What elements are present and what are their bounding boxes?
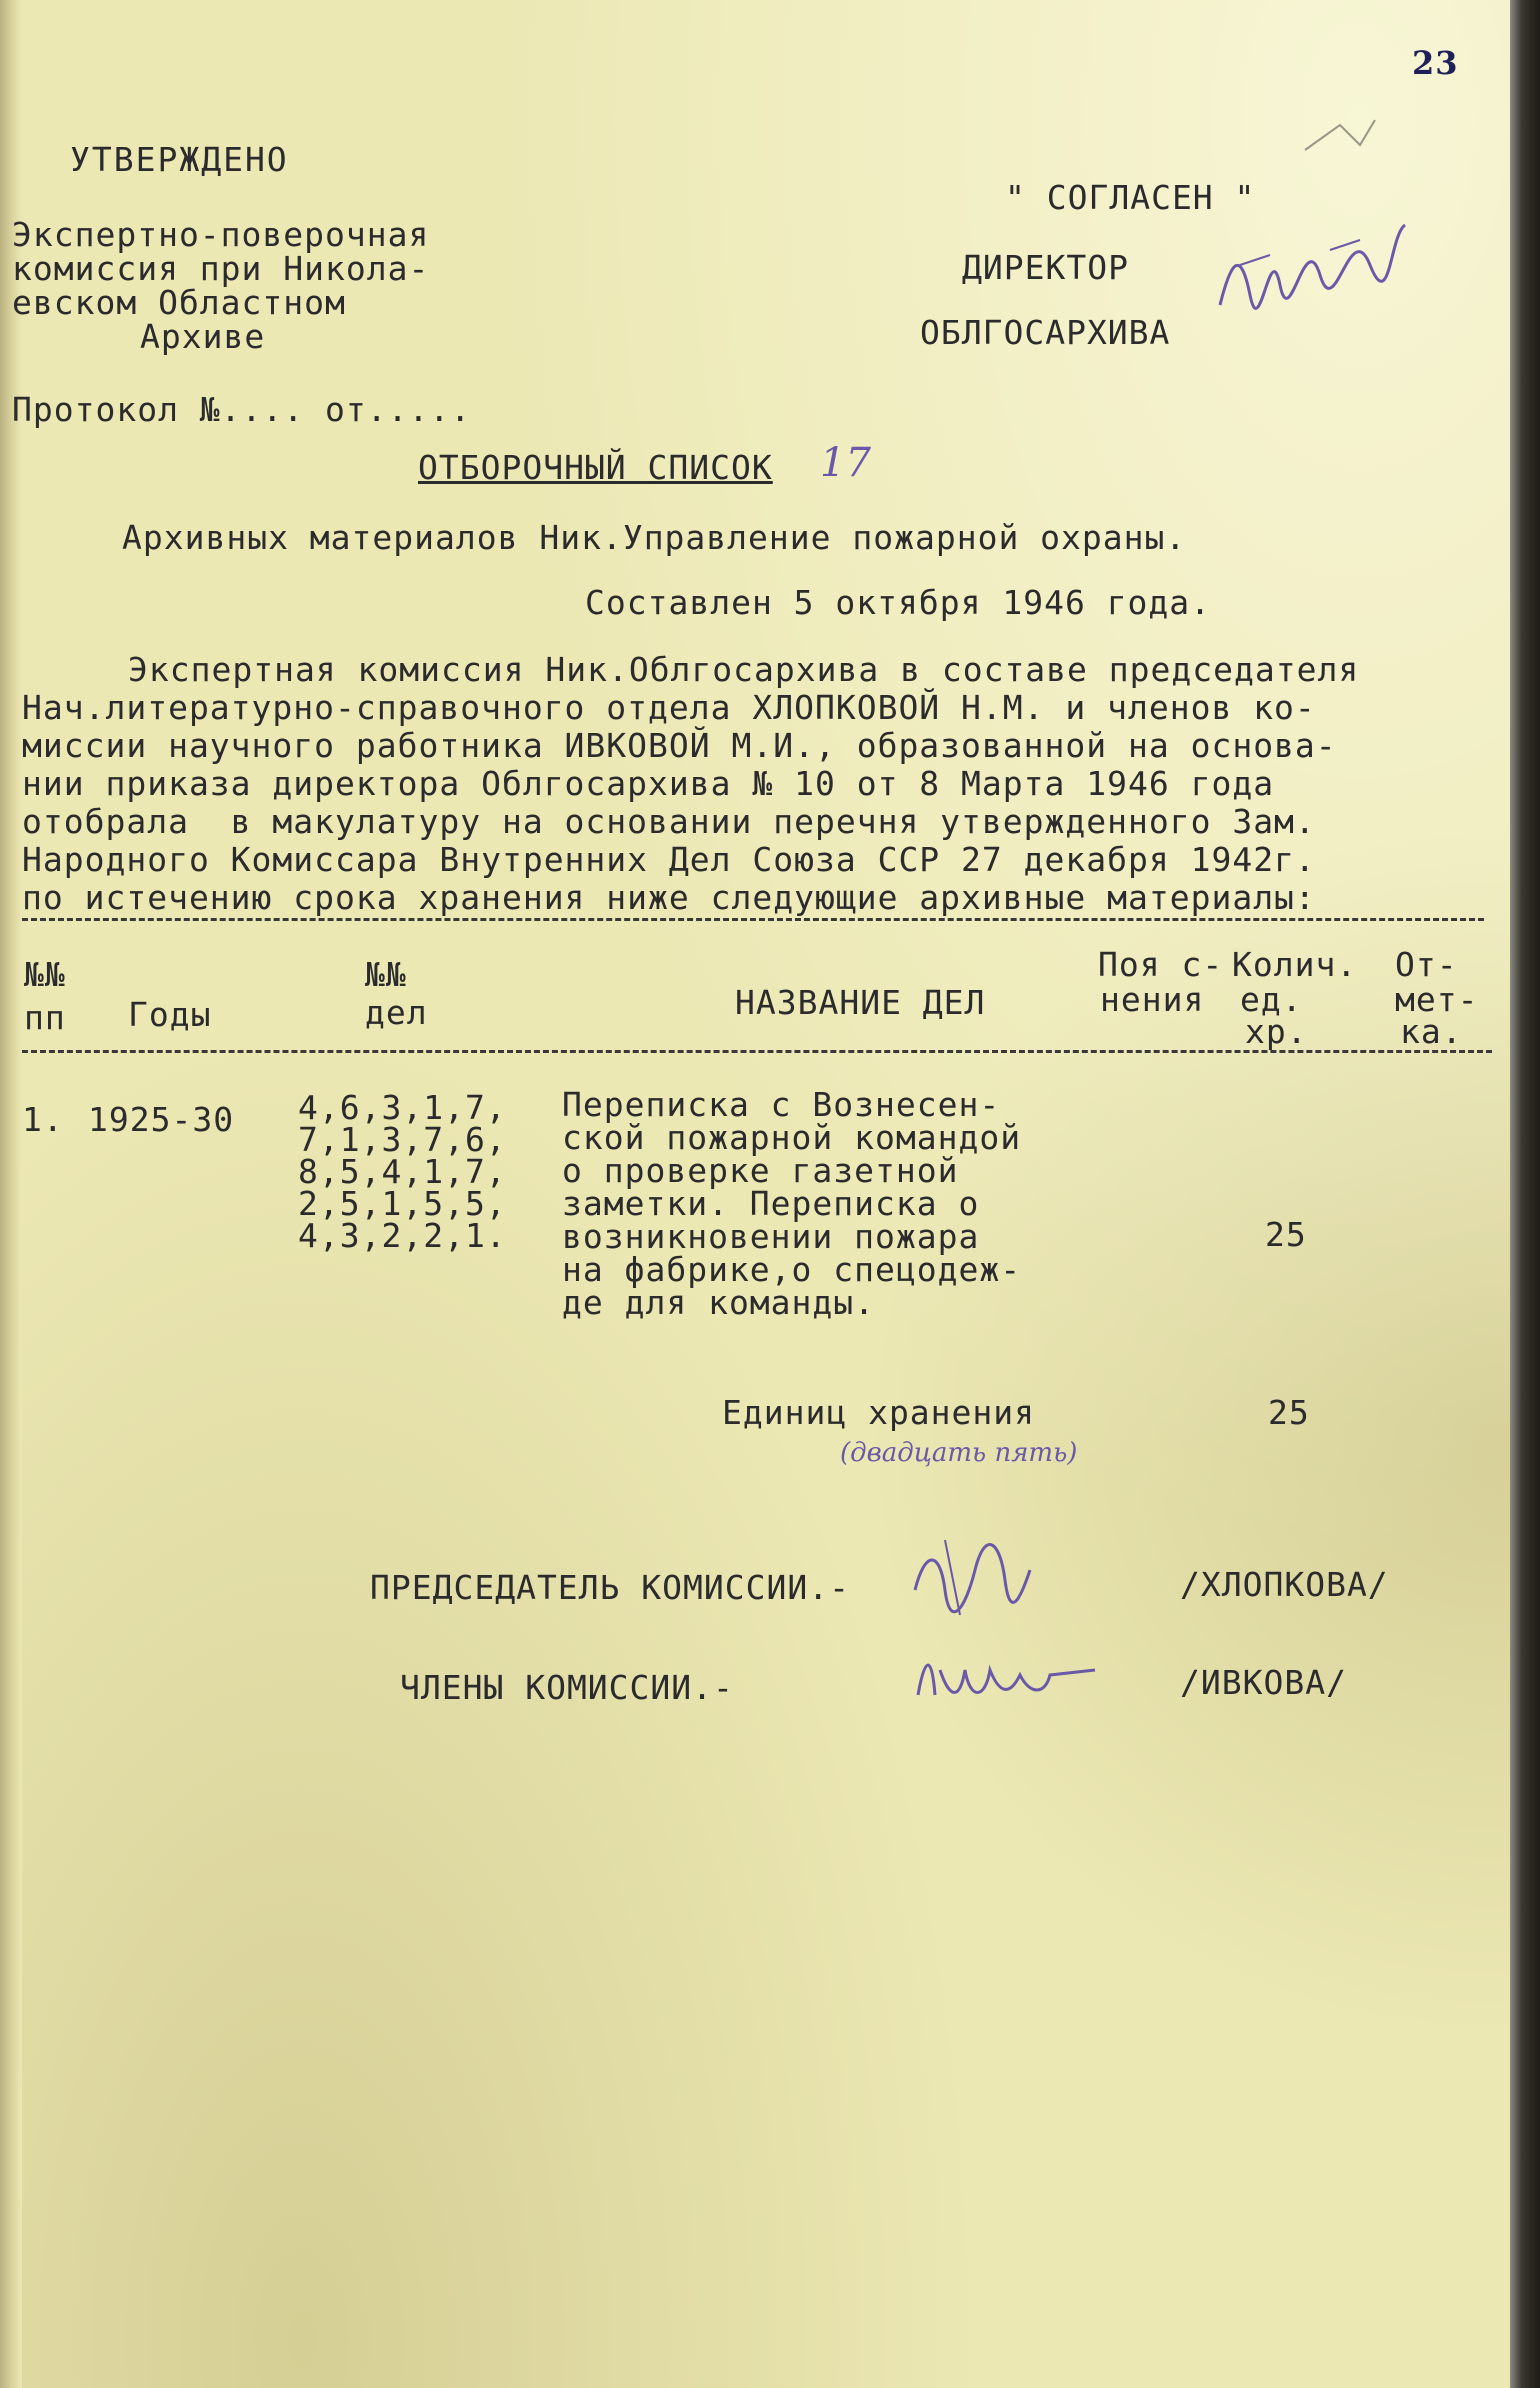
table-header-rule xyxy=(22,1050,1492,1053)
compiled-date: Составлен 5 октября 1946 года. xyxy=(585,583,1212,622)
intro-line: нии приказа директора Облгосархива № 10 от 8 Марта 1946 года xyxy=(22,764,1275,803)
agreed-title: " СОГЛАСЕН " xyxy=(1005,178,1256,217)
row-case-name: де для команды. xyxy=(562,1283,876,1322)
table-top-rule xyxy=(22,918,1484,921)
row-case-numbers: 4,3,2,2,1. xyxy=(298,1216,507,1255)
row-case-numbers: 8,5,4,1,7, xyxy=(298,1152,507,1191)
header-case-name: НАЗВАНИЕ ДЕЛ xyxy=(735,983,986,1022)
members-name: /ИВКОВА/ xyxy=(1180,1663,1347,1702)
header-notes: нения xyxy=(1100,980,1205,1019)
members-signature xyxy=(910,1645,1100,1715)
row-case-name: заметки. Переписка о xyxy=(562,1184,980,1223)
page-edge-shadow xyxy=(1510,0,1540,2388)
total-value: 25 xyxy=(1268,1393,1310,1432)
approved-title: УТВЕРЖДЕНО xyxy=(70,140,289,179)
intro-line: Народного Комиссара Внутренних Дел Союза ССР 27 декабря 1942г. xyxy=(22,840,1316,879)
header-pp: пп xyxy=(24,998,66,1037)
header-quantity: хр. xyxy=(1245,1012,1308,1051)
header-years: Годы xyxy=(128,995,212,1034)
header-mark: ка. xyxy=(1400,1012,1463,1051)
agreed-archive: ОБЛГОСАРХИВА xyxy=(920,313,1171,352)
row-case-name: Переписка с Вознесен- xyxy=(562,1085,1001,1124)
header-quantity: Колич. xyxy=(1232,945,1358,984)
intro-line: Нач.литературно-справочного отдела ХЛОПКОВОЙ Н.М. и членов ко- xyxy=(22,688,1316,727)
members-label: ЧЛЕНЫ КОМИССИИ.- xyxy=(400,1668,734,1707)
handwritten-total: (двадцать пять) xyxy=(840,1438,1078,1468)
approved-line: Архиве xyxy=(140,317,266,356)
row-case-name: о проверке газетной xyxy=(562,1151,959,1190)
row-case-numbers: 2,5,1,5,5, xyxy=(298,1184,507,1223)
agreed-director: ДИРЕКТОР xyxy=(962,248,1129,287)
row-case-name: возникновении пожара xyxy=(562,1217,980,1256)
header-cases: дел xyxy=(365,993,428,1032)
intro-line: миссии научного работника ИВКОВОЙ М.И., образованной на основа- xyxy=(22,726,1337,765)
protocol-line: Протокол №.... от..... xyxy=(12,390,472,429)
approved-line: Экспертно-поверочная xyxy=(12,215,430,254)
header-mark: От- xyxy=(1395,945,1458,984)
director-signature xyxy=(1210,205,1410,335)
header-mark: мет- xyxy=(1395,980,1479,1019)
total-label: Единиц хранения xyxy=(722,1393,1036,1432)
intro-line: по истечению срока хранения ниже следующие архивные материалы: xyxy=(22,878,1316,917)
row-years: 1925-30 xyxy=(88,1100,235,1139)
approved-line: комиссия при Никола- xyxy=(12,249,430,288)
row-case-numbers: 4,6,3,1,7, xyxy=(298,1088,507,1127)
page-number: 23 xyxy=(1412,44,1459,82)
binding-fold xyxy=(0,0,22,2388)
handwritten-list-number: 17 xyxy=(820,440,871,486)
row-quantity: 25 xyxy=(1265,1215,1307,1254)
header-pp: №№ xyxy=(24,955,66,994)
row-case-name: ской пожарной командой xyxy=(562,1118,1022,1157)
document-subtitle: Архивных материалов Ник.Управление пожарной охраны. xyxy=(122,518,1187,557)
intro-line: Экспертная комиссия Ник.Облгосархива в составе председателя xyxy=(128,650,1360,689)
header-notes: Поя с- xyxy=(1098,945,1224,984)
chairman-label: ПРЕДСЕДАТЕЛЬ КОМИССИИ.- xyxy=(370,1568,850,1607)
intro-line: отобрала в макулатуру на основании перечня утвержденного Зам. xyxy=(22,802,1316,841)
approved-line: евском Областном xyxy=(12,283,346,322)
chairman-name: /ХЛОПКОВА/ xyxy=(1180,1565,1389,1604)
document-title: ОТБОРОЧНЫЙ СПИСОК xyxy=(418,448,773,487)
header-cases: №№ xyxy=(365,955,407,994)
chairman-signature xyxy=(905,1530,1035,1620)
row-pp: 1. xyxy=(22,1100,64,1139)
row-case-name: на фабрике,о спецодеж- xyxy=(562,1250,1022,1289)
header-quantity: ед. xyxy=(1240,980,1303,1019)
row-case-numbers: 7,1,3,7,6, xyxy=(298,1120,507,1159)
pencil-mark xyxy=(1300,110,1380,170)
